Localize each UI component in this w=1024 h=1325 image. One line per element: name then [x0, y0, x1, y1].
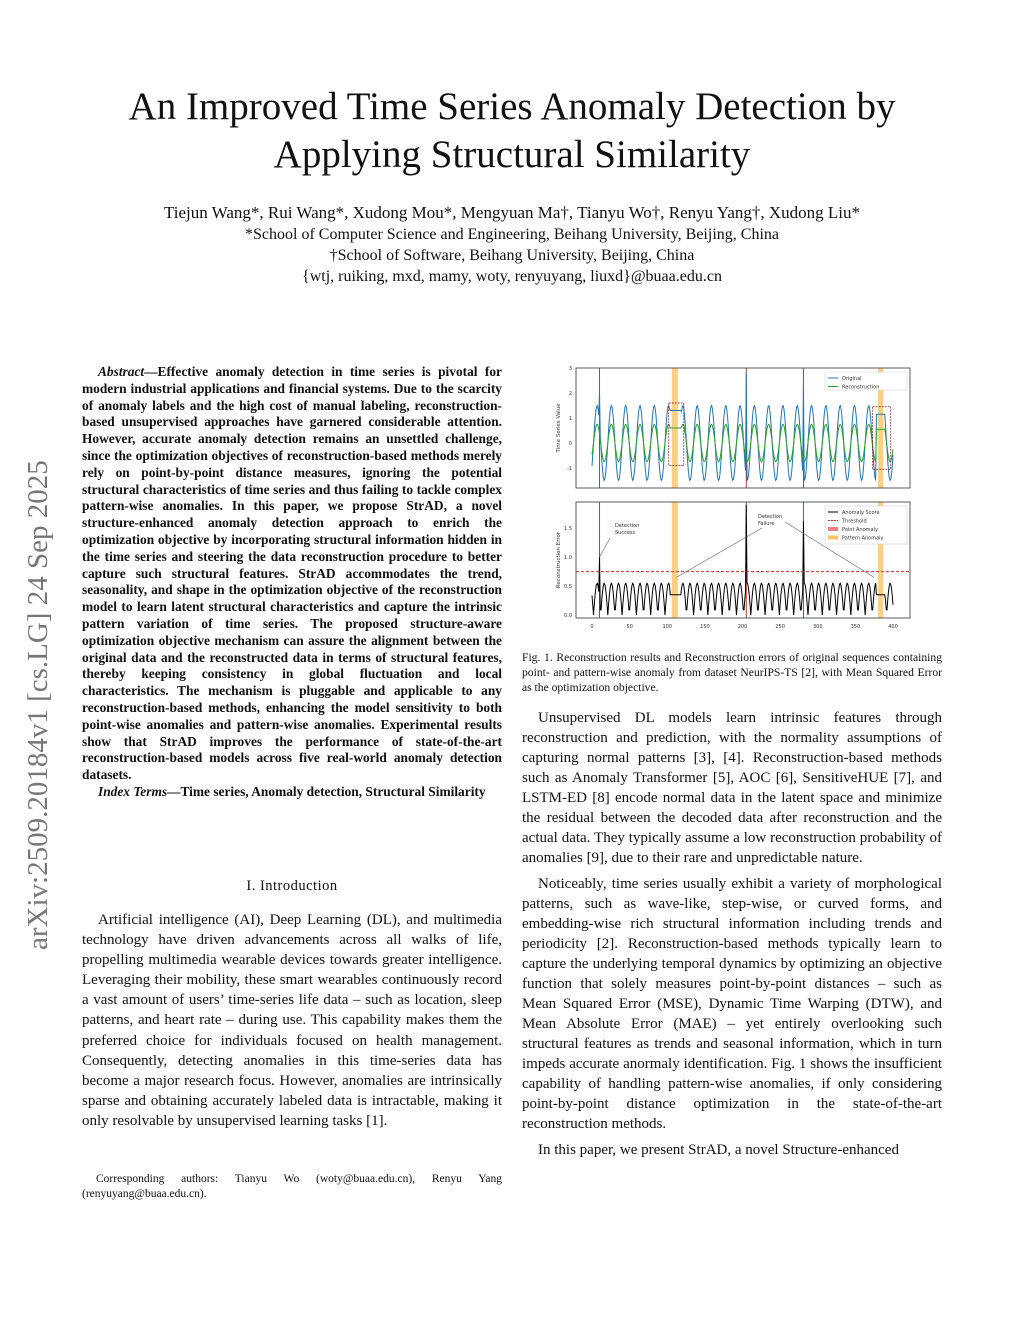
intro-text — [82, 910, 502, 1131]
y-tick-label: 0.5 — [564, 584, 572, 591]
footnote: Corresponding authors: Tianyu Wo (woty@buaa.edu.cn), Renyu Yang (renyuyang@buaa.edu.cn). — [82, 1173, 502, 1200]
paragraph: Artificial intelligence (AI), Deep Learning (DL), and multimedia technology have driven advancements across all walks of life, propelling multimedia wearable devices towards greater intelligence. Leveraging their mobility, these smart wearables continuously record a vast amount of users’ time-series life data – such as location, sleep patterns, and heart rate – during use. This capability makes them the preferred choice for individuals focused on health management. Consequently, detecting anomalies in this time-series data has become a major research focus. However, anomalies are intrinsically sparse and obtaining accurately labeled data is intractable, making it only resolvable by unsupervised learning tasks [1]. — [82, 912, 502, 1129]
x-tick-label: 400 — [888, 624, 898, 630]
x-tick-label: 50 — [626, 624, 633, 630]
figure-caption: Fig. 1. Reconstruction results and Reconstruction errors of original sequences containing point- and pattern-wise anomaly from dataset NeurIPS-TS [2], with Mean Squared Error as the optimization objective. — [522, 651, 942, 694]
annotation-failure: Detection — [758, 514, 783, 520]
paper-title — [60, 83, 964, 179]
legend-label: Threshold — [842, 518, 867, 525]
y-tick-label: -1 — [567, 466, 572, 472]
right-column-text — [522, 708, 942, 1166]
x-tick-label: 300 — [812, 624, 823, 630]
annotation-arrow — [676, 528, 762, 577]
y-tick-label: 0 — [568, 441, 572, 447]
legend-label: Original — [842, 376, 862, 382]
paragraph: Noticeably, time series usually exhibit a variety of morphological patterns, such as wave-like, step-wise, or curved forms, and embedding-wise rich structural information including trends and periodicity [2]. Reconstruction-based methods typically learn to capture the underlying temporal dynamics by optimizing an objective function that solely measures point-by-point distances – such as Mean Squared Error (MSE), Dynamic Time Warping (DTW), and Mean Absolute Error (MAE) – yet entirely overlooking such structural features as trends and seasonal information, which in turn impeds accurate anormaly identification. Fig. 1 shows the insufficient capability of handling pattern-wise anomalies, if only considering point-by-point distance optimization in the state-of-the-art reconstruction methods. — [522, 876, 942, 1132]
abstract-label: Abstract — [98, 364, 145, 379]
author-names: Tiejun Wang*, Rui Wang*, Xudong Mou*, Mengyuan Ma†, Tianyu Wo†, Renyu Yang†, Xudong Liu* — [163, 203, 861, 222]
y-tick-label: 1 — [568, 416, 572, 422]
affiliation-1: *School of Computer Science and Engineering, Beihang University, Beijing, China — [245, 226, 779, 243]
annotation-arrow — [600, 538, 610, 557]
index-terms-label: Index Terms — [98, 783, 168, 799]
title-line: An Improved Time Series Anomaly Detection by — [128, 85, 896, 128]
y-tick-label: 3 — [568, 366, 572, 372]
figure-1 — [540, 360, 930, 640]
abstract — [82, 364, 502, 801]
legend-label: Point Anomaly — [842, 527, 878, 533]
y-tick-label: 2 — [568, 391, 572, 397]
annotation-success: Success — [615, 530, 636, 536]
x-tick-label: 200 — [737, 624, 748, 630]
pattern-anomaly-band — [672, 502, 678, 618]
legend-swatch — [828, 536, 838, 540]
abstract-text: —Effective anomaly detection in time series is pivotal for modern industrial applications and financial systems. Due to the scarcity of anomaly labels and the high cost of manual labeling, reconstruction-based unsupervised approaches have garnered considerable attention. However, accurate anomaly detection remains an unsettled challenge, since the optimization objectives of reconstruction-based methods merely rely on point-by-point distance measures, ignoring the potential structural characteristics of time series and thus failing to tackle complex pattern-wise anomalies. In this paper, we propose StrAD, a novel structure-enhanced anomaly detection approach to enrich the optimization objective by incorporating structural information hidden in the time series and steering the data reconstruction procedure to better capture such structural features. StrAD accommodates the trend, seasonality, and shape in the optimization objective of the reconstruction model to learn latent structural characteristics and capture the intrinsic pattern variation of time series. The proposed structure-aware optimization objective mechanism can assure the alignment between the original data and the reconstructed data in terms of structural features, thereby keeping consistency in global fluctuation and local characteristics. The mechanism is pluggable and applicable to any reconstruction-based methods, enhancing the model sensitivity to both point-wise anomalies and pattern-wise anomalies. Experimental results show that StrAD improves the performance of state-of-the-art reconstruction-based models across five real-world anomaly detection datasets. — [82, 364, 502, 783]
title-line: Applying Structural Similarity — [273, 133, 751, 176]
arxiv-stamp: arXiv:2509.20184v1 [cs.LG] 24 Sep 2025 — [22, 460, 54, 950]
legend-label: Anomaly Score — [842, 510, 880, 516]
legend-swatch — [828, 527, 838, 531]
section-heading: I. Introduction — [246, 878, 338, 894]
y-tick-label: 0.0 — [564, 613, 572, 620]
index-terms: —Time series, Anomaly detection, Structural Similarity — [167, 783, 486, 799]
paragraph: In this paper, we present StrAD, a novel Structure-enhanced — [538, 1142, 899, 1158]
affiliation-2: †School of Software, Beihang University, Beijing, China — [329, 247, 695, 264]
legend-label: Reconstruction — [842, 384, 880, 391]
annotation-success: Detection — [615, 523, 640, 529]
x-tick-label: 100 — [662, 624, 673, 630]
y-axis-label: Reconstruction Error — [556, 531, 562, 589]
paragraph: Unsupervised DL models learn intrinsic features through reconstruction and prediction, with the normality assumptions of capturing normal patterns [3], [4]. Reconstruction-based methods such as Anomaly Transformer [5], AOC [6], SensitiveHUE [7], and LSTM-ED [8] encode normal data in the latent space and minimize the residual between the decoded data after reconstruction and the actual data. They typically assume a low reconstruction probability of anomalies [9], due to their rare and unpredictable nature. — [522, 710, 942, 866]
y-axis-label: Time Series Value — [556, 403, 562, 453]
author-block — [60, 202, 964, 287]
x-tick-label: 250 — [775, 624, 785, 630]
x-tick-label: 150 — [700, 624, 710, 630]
annotation-failure: Failure — [758, 521, 775, 527]
legend-label: Pattern Anomaly — [842, 535, 884, 542]
x-tick-label: 0 — [590, 624, 594, 630]
y-tick-label: 1.0 — [564, 555, 572, 562]
y-tick-label: 1.5 — [564, 526, 572, 533]
author-emails: {wtj, ruiking, mxd, mamy, woty, renyuyang, liuxd}@buaa.edu.cn — [302, 268, 722, 285]
x-tick-label: 350 — [850, 624, 861, 630]
